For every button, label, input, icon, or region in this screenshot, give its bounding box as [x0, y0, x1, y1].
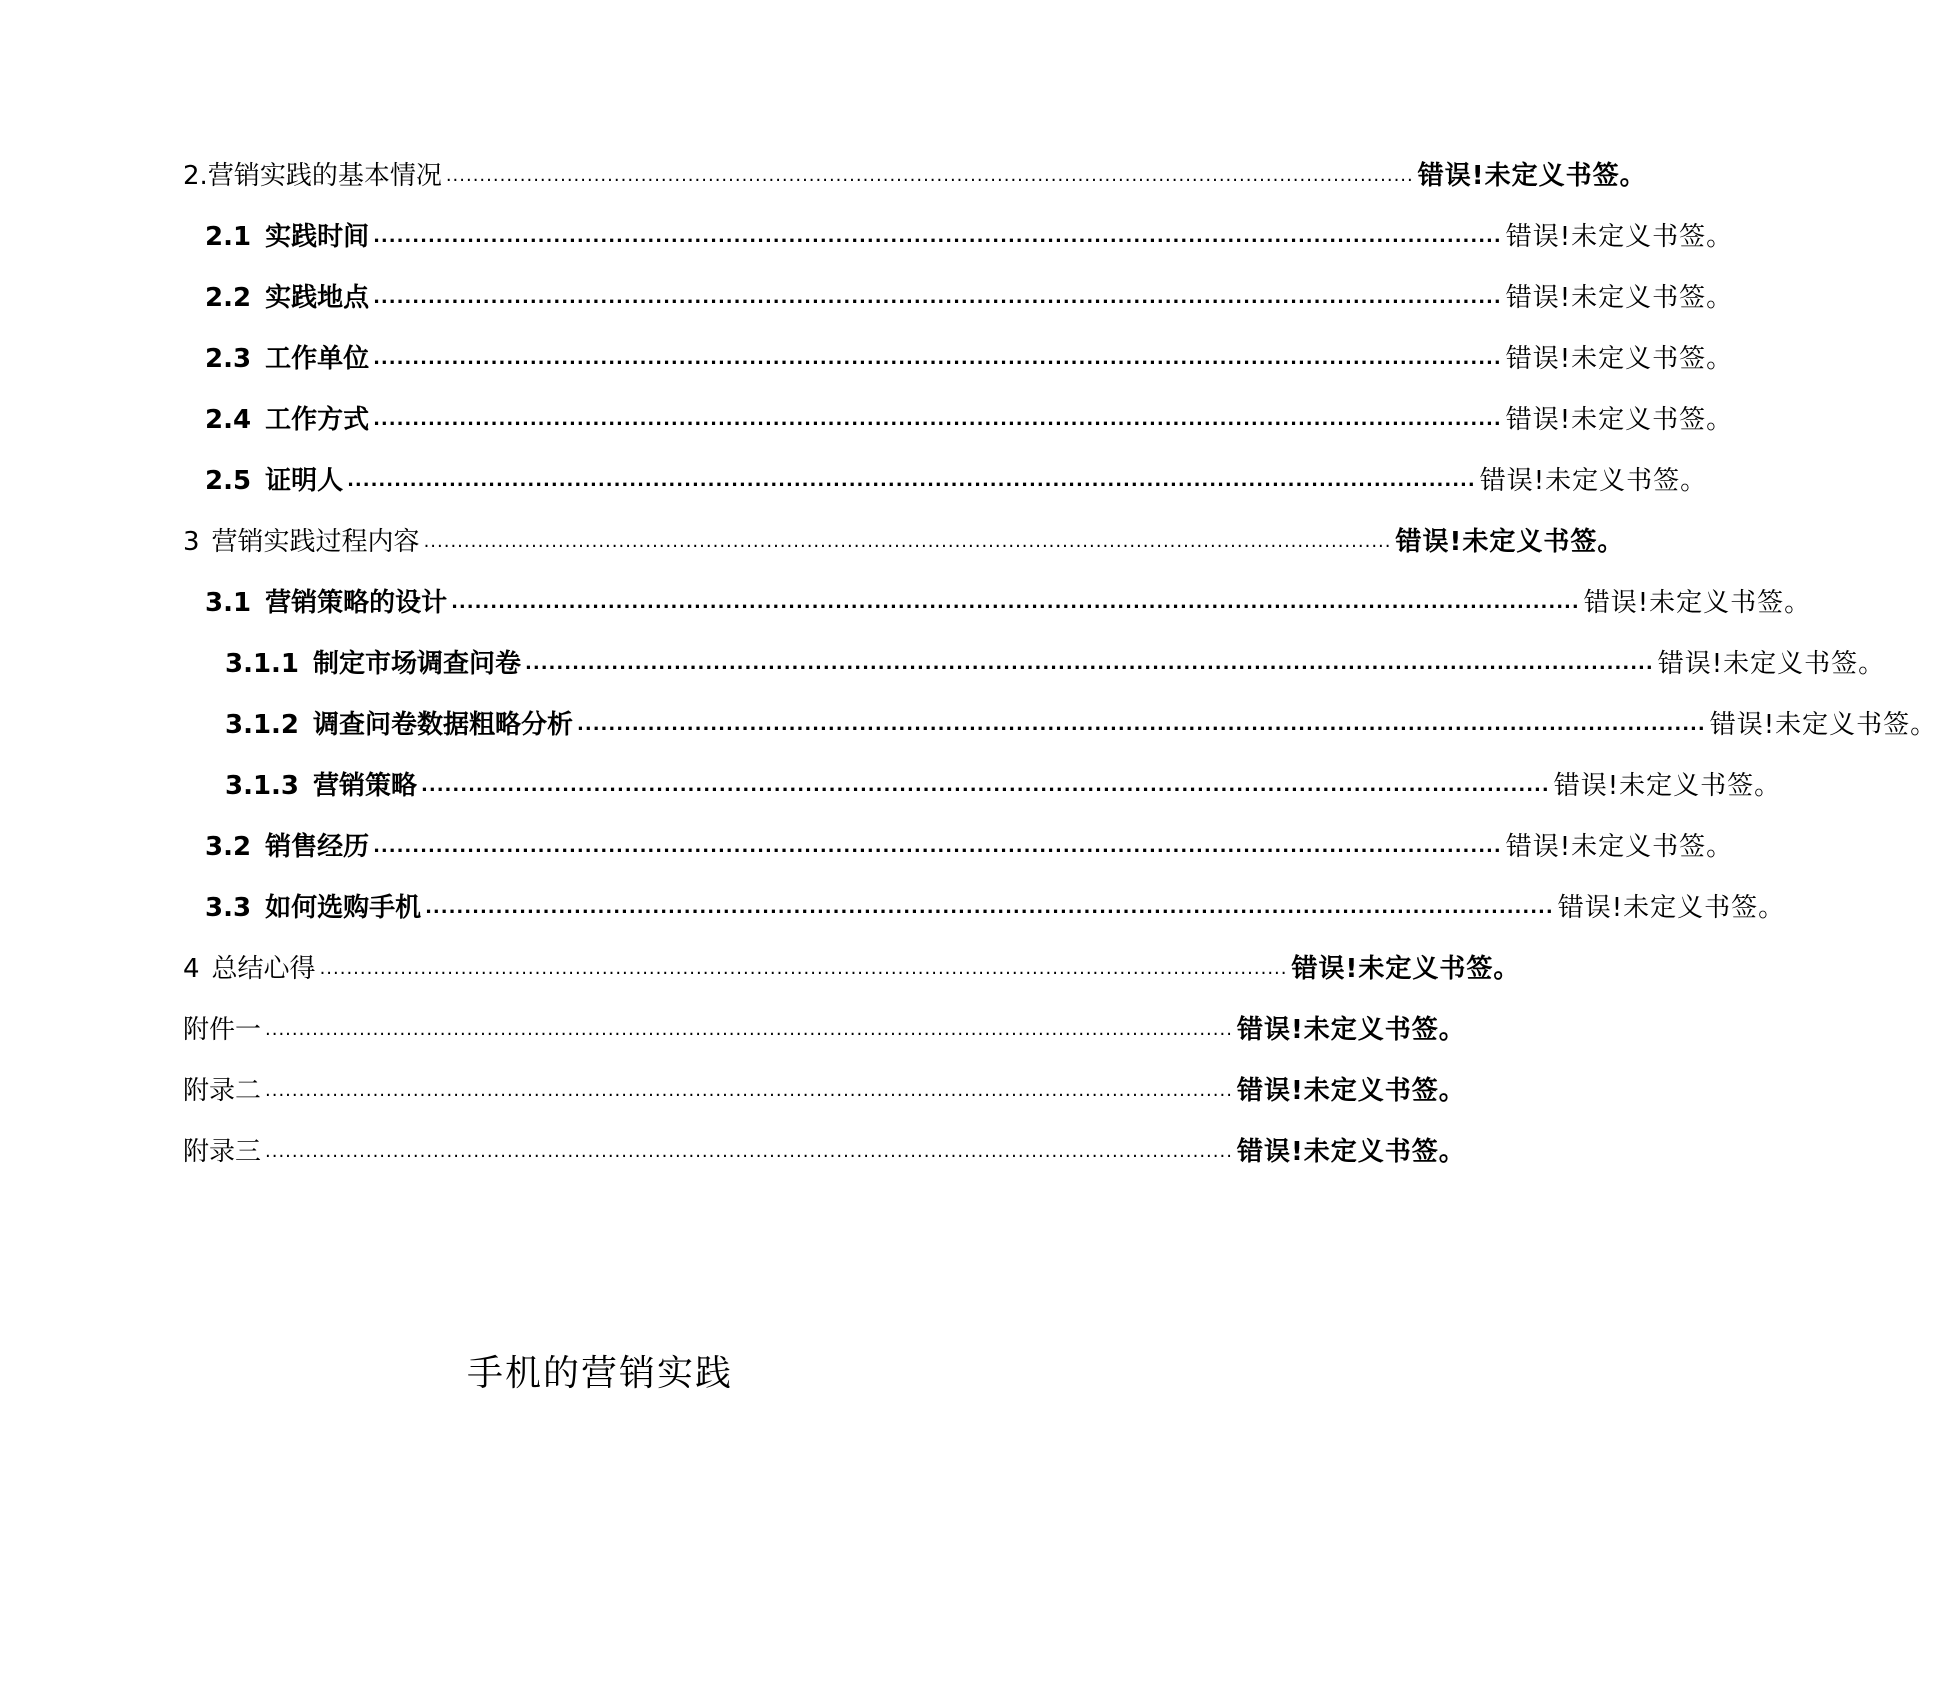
toc-entry-title: 营销策略的设计 [265, 588, 448, 618]
toc-entry-number: 3.3 [205, 893, 252, 923]
toc-leader-dots: ................................................................................................................................................ [373, 348, 1502, 369]
toc-leader-dots: ................................................................................................................................................ [373, 226, 1502, 247]
toc-entry-number: 4 [183, 954, 200, 984]
toc-leader-dots: ................................................................................................................................................ [373, 836, 1502, 857]
toc-entry[interactable] [205, 337, 1734, 381]
toc-entry-page-ref: 错误!未定义书签。 [1236, 1015, 1466, 1045]
toc-entry-title: 工作方式 [265, 405, 370, 435]
toc-entry[interactable] [225, 764, 1782, 808]
toc-entry[interactable] [205, 825, 1734, 869]
toc-leader-dots: ................................................................................................................................................ [425, 897, 1554, 918]
toc-leader-dots: ................................................................................................................................................ [347, 470, 1476, 491]
toc-entry-page-ref: 错误!未定义书签。 [1505, 283, 1734, 313]
toc-entry-page-ref: 错误!未定义书签。 [1395, 527, 1625, 557]
toc-entry-title: 制定市场调查问卷 [313, 649, 522, 679]
toc-entry-title: 附件一 [183, 1015, 262, 1045]
toc-leader-dots: ................................................................................................................................................ [445, 165, 1414, 186]
toc-entry[interactable] [183, 947, 1521, 991]
toc-entry-page-ref: 错误!未定义书签。 [1557, 893, 1786, 923]
toc-leader-dots: ................................................................................................................................................ [525, 653, 1654, 674]
toc-entry-page-ref: 错误!未定义书签。 [1505, 344, 1734, 374]
toc-entry[interactable] [183, 520, 1625, 564]
toc-entry-page-ref: 错误!未定义书签。 [1505, 405, 1734, 435]
toc-entry-page-ref: 错误!未定义书签。 [1479, 466, 1708, 496]
toc-entry-title: 实践时间 [265, 222, 370, 252]
toc-entry-number: 2. [183, 161, 208, 191]
toc-entry[interactable] [205, 215, 1734, 259]
toc-entry-title: 附录三 [183, 1137, 262, 1167]
toc-entry-page-ref: 错误!未定义书签。 [1583, 588, 1812, 618]
toc-entry-number: 2.1 [205, 222, 252, 252]
toc-entry-title: 工作单位 [265, 344, 370, 374]
toc-entry[interactable] [225, 642, 1886, 686]
toc-entry-title: 销售经历 [265, 832, 370, 862]
toc-entry-number: 2.5 [205, 466, 252, 496]
toc-leader-dots: ................................................................................................................................................ [451, 592, 1580, 613]
toc-entry-number: 3.1.2 [225, 710, 300, 740]
toc-entry-number: 3.1 [205, 588, 252, 618]
toc-leader-dots: ................................................................................................................................................ [373, 287, 1502, 308]
toc-entry[interactable] [205, 276, 1734, 320]
toc-leader-dots: ................................................................................................................................................ [265, 1080, 1233, 1101]
toc-entry-title: 总结心得 [211, 954, 316, 984]
toc-entry-number: 3 [183, 527, 200, 557]
toc-entry-number: 2.3 [205, 344, 252, 374]
toc-entry[interactable] [205, 581, 1812, 625]
toc-entry[interactable] [225, 703, 1937, 747]
toc-entry[interactable] [205, 398, 1734, 442]
toc-leader-dots: ................................................................................................................................................ [577, 714, 1706, 735]
toc-entry[interactable] [183, 1130, 1466, 1174]
toc-entry-title: 附录二 [183, 1076, 262, 1106]
toc-entry-title: 营销策略 [313, 771, 418, 801]
toc-leader-dots: ................................................................................................................................................ [265, 1141, 1233, 1162]
toc-entry-title: 营销实践过程内容 [211, 527, 420, 557]
toc-entry[interactable] [183, 1008, 1466, 1052]
toc-leader-dots: ................................................................................................................................................ [373, 409, 1502, 430]
document-heading: 手机的营销实践 [466, 1353, 733, 1394]
toc-entry-title: 营销实践的基本情况 [207, 161, 442, 191]
toc-entry-number: 3.2 [205, 832, 252, 862]
toc-entry[interactable] [205, 886, 1786, 930]
toc-entry-page-ref: 错误!未定义书签。 [1505, 832, 1734, 862]
toc-entry-number: 2.4 [205, 405, 252, 435]
toc-entry-number: 2.2 [205, 283, 252, 313]
toc-entry-page-ref: 错误!未定义书签。 [1236, 1137, 1466, 1167]
toc-entry-page-ref: 错误!未定义书签。 [1657, 649, 1886, 679]
toc-entry-page-ref: 错误!未定义书签。 [1709, 710, 1937, 740]
toc-entry[interactable] [205, 459, 1708, 503]
toc-entry-page-ref: 错误!未定义书签。 [1553, 771, 1782, 801]
toc-leader-dots: ................................................................................................................................................ [265, 1019, 1233, 1040]
toc-entry-page-ref: 错误!未定义书签。 [1417, 161, 1647, 191]
toc-entry[interactable] [183, 1069, 1466, 1113]
toc-leader-dots: ................................................................................................................................................ [421, 775, 1550, 796]
toc-entry-title: 实践地点 [265, 283, 370, 313]
toc-leader-dots: ................................................................................................................................................ [423, 531, 1392, 552]
toc-leader-dots: ................................................................................................................................................ [319, 958, 1288, 979]
toc-entry-title: 调查问卷数据粗略分析 [313, 710, 574, 740]
toc-entry-page-ref: 错误!未定义书签。 [1291, 954, 1521, 984]
toc-entry-page-ref: 错误!未定义书签。 [1236, 1076, 1466, 1106]
toc-entry-title: 证明人 [265, 466, 344, 496]
toc-entry-number: 3.1.3 [225, 771, 300, 801]
toc-entry-page-ref: 错误!未定义书签。 [1505, 222, 1734, 252]
toc-entry-number: 3.1.1 [225, 649, 300, 679]
toc-entry-title: 如何选购手机 [265, 893, 422, 923]
toc-entry[interactable] [183, 154, 1647, 198]
